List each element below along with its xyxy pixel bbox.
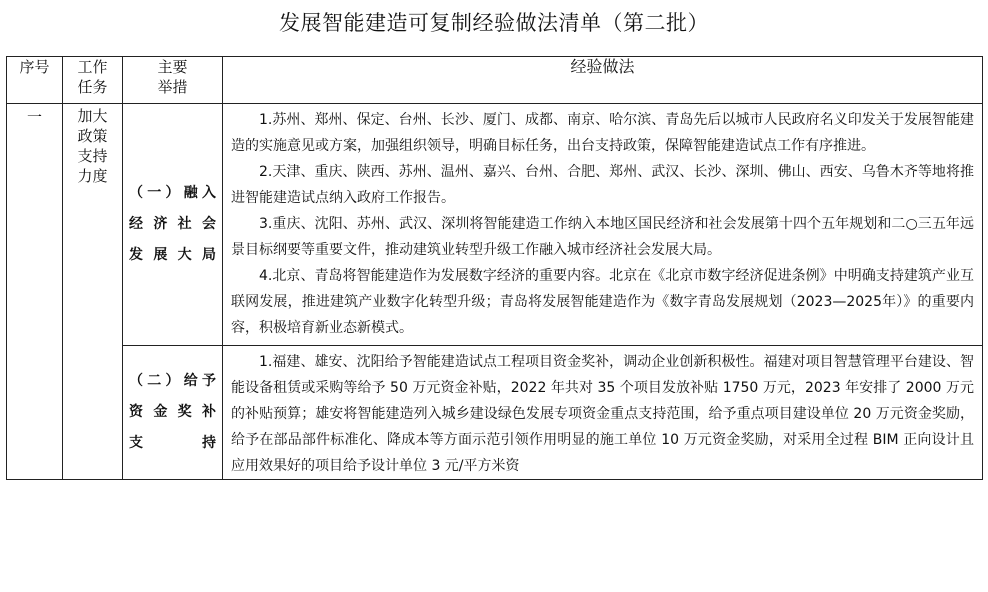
content-cell-2 <box>223 346 983 480</box>
paragraph: 1.苏州、郑州、保定、台州、长沙、厦门、成都、南京、哈尔滨、青岛先后以城市人民政府名义印发关于发展智能建造的实施意见或方案，加强组织领导，明确目标任务，出台支持政策，保障智能建造试点工作有序推进。 <box>231 112 974 154</box>
table-row <box>7 104 983 346</box>
header-measure: 主要 举措 <box>123 57 223 104</box>
table-header-row <box>7 57 983 104</box>
content-cell-1 <box>223 104 983 346</box>
experience-table <box>6 56 983 480</box>
paragraph: 3.重庆、沈阳、苏州、武汉、深圳将智能建造工作纳入本地区国民经济和社会发展第十四个五年规划和二○三五年远景目标纲要等重要文件，推动建筑业转型升级工作融入城市经济社会发展大局。 <box>231 216 974 258</box>
paragraph: 2.天津、重庆、陕西、苏州、温州、嘉兴、台州、合肥、郑州、武汉、长沙、深圳、佛山、西安、乌鲁木齐等地将推进智能建造试点纳入政府工作报告。 <box>231 164 974 206</box>
page-title: 发展智能建造可复制经验做法清单（第二批） <box>279 11 709 35</box>
header-task: 工作 任务 <box>63 57 123 104</box>
paragraph: 4.北京、青岛将智能建造作为发展数字经济的重要内容。北京在《北京市数字经济促进条例》中明确支持建筑产业互联网发展，推进建筑产业数字化转型升级；青岛将发展智能建造作为《数字青岛发展规划（2023—2025年）》的重要内容，积极培育新业态新模式。 <box>231 268 974 336</box>
header-content: 经验做法 <box>223 57 983 104</box>
table-row <box>7 346 983 480</box>
row-seq: 一 <box>7 104 63 480</box>
measure-cell-2: （二）给予 资金奖补 支持 <box>123 346 223 480</box>
header-seq: 序号 <box>7 57 63 104</box>
measure-cell-1: （一）融入 经济社会 发展大局 <box>123 104 223 346</box>
paragraph: 1.福建、雄安、沈阳给予智能建造试点工程项目资金奖补，调动企业创新积极性。福建对项目智慧管理平台建设、智能设备租赁或采购等给予 50 万元资金补贴，2022 年共对 35 个项目发放补贴 1750 万元，2023 年安排了 2000 万元的补贴预算；雄安将智能建造列入城乡建设绿色发展专项资金重点支持范围，给予重点项目建设单位 20 万元资金奖励，给予在部品部件标准化、降成本等方面示范引领作用明显的施工单位 10 万元资金奖励，对采用全过程 BIM 正向设计且应用效果好的项目给予设计单位 3 元/平方米资 <box>231 354 974 474</box>
row-task: 加大 政策 支持 力度 <box>63 104 123 480</box>
